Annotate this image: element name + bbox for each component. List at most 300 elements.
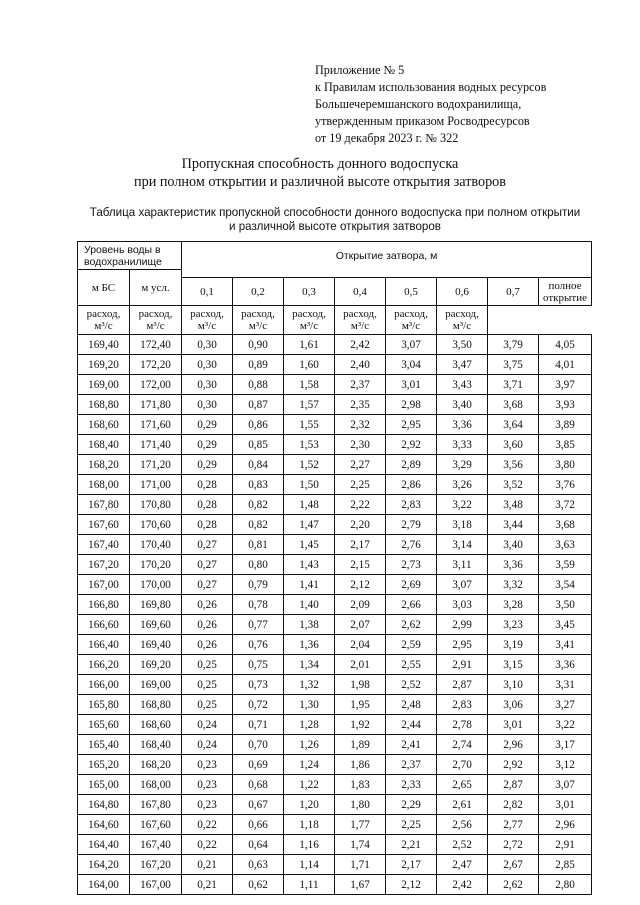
caption-line-2: и различной высоте открытия затворов <box>229 220 441 233</box>
discharge-cell: 2,29 <box>386 795 437 815</box>
discharge-cell: 2,95 <box>386 415 437 435</box>
discharge-cell: 3,45 <box>539 615 592 635</box>
level-mbs-cell: 169,40 <box>78 335 130 355</box>
discharge-cell: 1,77 <box>335 815 386 835</box>
level-mbs-cell: 164,00 <box>78 875 130 895</box>
discharge-cell: 3,64 <box>488 415 539 435</box>
discharge-cell: 2,99 <box>437 615 488 635</box>
discharge-cell: 3,89 <box>539 415 592 435</box>
level-musl-cell: 172,00 <box>130 375 182 395</box>
discharge-cell: 0,27 <box>182 535 233 555</box>
discharge-cell: 3,36 <box>539 655 592 675</box>
discharge-cell: 3,03 <box>437 595 488 615</box>
discharge-cell: 3,44 <box>488 515 539 535</box>
unit-header: расход, м³/с <box>386 306 437 335</box>
table-row <box>78 535 592 555</box>
discharge-cell: 0,82 <box>233 515 284 535</box>
discharge-cell: 3,68 <box>488 395 539 415</box>
opening-header: 0,5 <box>386 278 437 306</box>
discharge-cell: 1,50 <box>284 475 335 495</box>
discharge-cell: 2,69 <box>386 575 437 595</box>
discharge-cell: 2,62 <box>488 875 539 895</box>
discharge-cell: 2,66 <box>386 595 437 615</box>
discharge-cell: 2,09 <box>335 595 386 615</box>
level-musl-cell: 170,60 <box>130 515 182 535</box>
table-row <box>78 715 592 735</box>
discharge-cell: 3,85 <box>539 435 592 455</box>
title-line-2: при полном открытии и различной высоте открытия затворов <box>134 174 506 190</box>
unit-header: расход, м³/с <box>182 306 233 335</box>
discharge-cell: 0,89 <box>233 355 284 375</box>
discharge-cell: 0,23 <box>182 755 233 775</box>
discharge-cell: 0,24 <box>182 715 233 735</box>
level-musl-cell: 170,20 <box>130 555 182 575</box>
discharge-cell: 4,01 <box>539 355 592 375</box>
discharge-cell: 2,92 <box>488 755 539 775</box>
discharge-cell: 0,30 <box>182 375 233 395</box>
discharge-cell: 2,82 <box>488 795 539 815</box>
table-row <box>78 835 592 855</box>
discharge-cell: 1,45 <box>284 535 335 555</box>
discharge-cell: 2,12 <box>335 575 386 595</box>
discharge-cell: 3,15 <box>488 655 539 675</box>
discharge-cell: 2,61 <box>437 795 488 815</box>
discharge-cell: 3,07 <box>386 335 437 355</box>
discharge-cell: 0,78 <box>233 595 284 615</box>
discharge-cell: 3,23 <box>488 615 539 635</box>
discharge-cell: 0,26 <box>182 595 233 615</box>
unit-header: расход, м³/с <box>130 306 182 335</box>
col-header-musl: м усл. <box>130 270 182 306</box>
discharge-cell: 0,28 <box>182 475 233 495</box>
discharge-cell: 2,76 <box>386 535 437 555</box>
discharge-cell: 3,31 <box>539 675 592 695</box>
discharge-cell: 2,74 <box>437 735 488 755</box>
level-musl-cell: 168,80 <box>130 695 182 715</box>
discharge-cell: 2,25 <box>386 815 437 835</box>
table-row <box>78 355 592 375</box>
discharge-cell: 0,22 <box>182 835 233 855</box>
discharge-cell: 2,37 <box>386 755 437 775</box>
discharge-cell: 1,57 <box>284 395 335 415</box>
discharge-cell: 0,27 <box>182 575 233 595</box>
discharge-cell: 1,89 <box>335 735 386 755</box>
level-mbs-cell: 165,60 <box>78 715 130 735</box>
level-musl-cell: 167,20 <box>130 855 182 875</box>
discharge-cell: 2,17 <box>386 855 437 875</box>
discharge-cell: 3,27 <box>539 695 592 715</box>
discharge-cell: 2,48 <box>386 695 437 715</box>
discharge-cell: 3,97 <box>539 375 592 395</box>
level-musl-cell: 171,00 <box>130 475 182 495</box>
discharge-cell: 0,29 <box>182 435 233 455</box>
discharge-cell: 2,32 <box>335 415 386 435</box>
level-musl-cell: 168,40 <box>130 735 182 755</box>
discharge-cell: 2,87 <box>437 675 488 695</box>
level-mbs-cell: 165,40 <box>78 735 130 755</box>
level-musl-cell: 169,20 <box>130 655 182 675</box>
opening-header: 0,3 <box>284 278 335 306</box>
discharge-cell: 1,24 <box>284 755 335 775</box>
discharge-cell: 2,67 <box>488 855 539 875</box>
level-mbs-cell: 168,80 <box>78 395 130 415</box>
discharge-cell: 0,21 <box>182 855 233 875</box>
level-mbs-cell: 164,40 <box>78 835 130 855</box>
level-musl-cell: 168,20 <box>130 755 182 775</box>
level-musl-cell: 170,80 <box>130 495 182 515</box>
discharge-cell: 1,20 <box>284 795 335 815</box>
level-musl-cell: 167,60 <box>130 815 182 835</box>
table-row <box>78 875 592 895</box>
discharge-cell: 3,72 <box>539 495 592 515</box>
table-row <box>78 395 592 415</box>
level-mbs-cell: 166,40 <box>78 635 130 655</box>
discharge-cell: 3,32 <box>488 575 539 595</box>
level-mbs-cell: 164,80 <box>78 795 130 815</box>
discharge-cell: 0,85 <box>233 435 284 455</box>
discharge-cell: 2,80 <box>539 875 592 895</box>
discharge-cell: 0,83 <box>233 475 284 495</box>
discharge-cell: 2,83 <box>437 695 488 715</box>
appendix-date: от 19 декабря 2023 г. № 322 <box>315 131 459 145</box>
discharge-cell: 3,07 <box>437 575 488 595</box>
level-musl-cell: 172,40 <box>130 335 182 355</box>
discharge-cell: 2,79 <box>386 515 437 535</box>
level-mbs-cell: 166,80 <box>78 595 130 615</box>
discharge-cell: 1,53 <box>284 435 335 455</box>
level-mbs-cell: 167,20 <box>78 555 130 575</box>
discharge-cell: 3,19 <box>488 635 539 655</box>
discharge-cell: 2,83 <box>386 495 437 515</box>
opening-header: 0,4 <box>335 278 386 306</box>
discharge-cell: 1,83 <box>335 775 386 795</box>
discharge-cell: 0,72 <box>233 695 284 715</box>
table-row <box>78 435 592 455</box>
discharge-cell: 2,92 <box>386 435 437 455</box>
discharge-cell: 2,40 <box>335 355 386 375</box>
level-musl-cell: 171,20 <box>130 455 182 475</box>
discharge-cell: 1,36 <box>284 635 335 655</box>
discharge-cell: 1,74 <box>335 835 386 855</box>
level-mbs-cell: 165,80 <box>78 695 130 715</box>
discharge-cell: 3,75 <box>488 355 539 375</box>
discharge-cell: 2,37 <box>335 375 386 395</box>
discharge-cell: 2,27 <box>335 455 386 475</box>
discharge-cell: 3,63 <box>539 535 592 555</box>
appendix-rules: к Правилам использования водных ресурсов <box>315 80 547 94</box>
discharge-cell: 1,80 <box>335 795 386 815</box>
discharge-cell: 0,23 <box>182 775 233 795</box>
table-row <box>78 575 592 595</box>
level-mbs-cell: 169,20 <box>78 355 130 375</box>
table-row <box>78 855 592 875</box>
discharge-cell: 2,33 <box>386 775 437 795</box>
table-row <box>78 335 592 355</box>
discharge-cell: 3,10 <box>488 675 539 695</box>
table-row <box>78 775 592 795</box>
level-mbs-cell: 164,60 <box>78 815 130 835</box>
discharge-cell: 1,67 <box>335 875 386 895</box>
discharge-cell: 3,28 <box>488 595 539 615</box>
title-line-1: Пропускная способность донного водоспуска <box>181 156 459 172</box>
table-row <box>78 455 592 475</box>
opening-header: 0,6 <box>437 278 488 306</box>
table-row <box>78 795 592 815</box>
discharge-cell: 3,04 <box>386 355 437 375</box>
discharge-cell: 3,54 <box>539 575 592 595</box>
discharge-cell: 2,87 <box>488 775 539 795</box>
discharge-cell: 2,52 <box>386 675 437 695</box>
discharge-cell: 2,30 <box>335 435 386 455</box>
discharge-cell: 0,71 <box>233 715 284 735</box>
discharge-cell: 0,64 <box>233 835 284 855</box>
discharge-cell: 1,41 <box>284 575 335 595</box>
level-mbs-cell: 168,20 <box>78 455 130 475</box>
table-row <box>78 555 592 575</box>
discharge-cell: 3,68 <box>539 515 592 535</box>
discharge-cell: 1,34 <box>284 655 335 675</box>
discharge-cell: 2,20 <box>335 515 386 535</box>
table-row <box>78 735 592 755</box>
discharge-cell: 1,11 <box>284 875 335 895</box>
discharge-cell: 2,59 <box>386 635 437 655</box>
discharge-cell: 3,29 <box>437 455 488 475</box>
gate-opening-header: Открытие затвора, м <box>182 242 592 278</box>
level-musl-cell: 167,40 <box>130 835 182 855</box>
discharge-cell: 1,43 <box>284 555 335 575</box>
discharge-table <box>77 241 592 895</box>
discharge-cell: 1,18 <box>284 815 335 835</box>
discharge-cell: 3,76 <box>539 475 592 495</box>
discharge-cell: 0,28 <box>182 495 233 515</box>
discharge-cell: 1,40 <box>284 595 335 615</box>
discharge-cell: 0,25 <box>182 655 233 675</box>
discharge-cell: 2,15 <box>335 555 386 575</box>
level-mbs-cell: 168,60 <box>78 415 130 435</box>
discharge-cell: 1,71 <box>335 855 386 875</box>
table-row <box>78 615 592 635</box>
discharge-cell: 0,76 <box>233 635 284 655</box>
level-musl-cell: 172,20 <box>130 355 182 375</box>
discharge-cell: 3,48 <box>488 495 539 515</box>
caption-line-1: Таблица характеристик пропускной способности донного водоспуска при полном открытии <box>89 206 581 219</box>
table-caption <box>40 206 630 234</box>
discharge-cell: 2,44 <box>386 715 437 735</box>
unit-header: расход, м³/с <box>437 306 488 335</box>
discharge-cell: 3,22 <box>539 715 592 735</box>
discharge-cell: 0,23 <box>182 795 233 815</box>
discharge-cell: 1,26 <box>284 735 335 755</box>
discharge-cell: 0,69 <box>233 755 284 775</box>
table-row <box>78 495 592 515</box>
level-musl-cell: 168,60 <box>130 715 182 735</box>
discharge-cell: 2,47 <box>437 855 488 875</box>
level-musl-cell: 169,00 <box>130 675 182 695</box>
discharge-cell: 3,50 <box>437 335 488 355</box>
discharge-cell: 2,07 <box>335 615 386 635</box>
discharge-cell: 0,25 <box>182 695 233 715</box>
discharge-cell: 2,70 <box>437 755 488 775</box>
discharge-cell: 1,52 <box>284 455 335 475</box>
level-musl-cell: 171,40 <box>130 435 182 455</box>
discharge-cell: 2,12 <box>386 875 437 895</box>
level-musl-cell: 169,60 <box>130 615 182 635</box>
level-mbs-cell: 165,20 <box>78 755 130 775</box>
discharge-cell: 3,47 <box>437 355 488 375</box>
discharge-cell: 1,60 <box>284 355 335 375</box>
level-musl-cell: 167,80 <box>130 795 182 815</box>
discharge-cell: 0,21 <box>182 875 233 895</box>
level-mbs-cell: 168,40 <box>78 435 130 455</box>
discharge-cell: 0,79 <box>233 575 284 595</box>
table-row <box>78 375 592 395</box>
discharge-cell: 2,17 <box>335 535 386 555</box>
appendix-block <box>315 62 546 147</box>
discharge-cell: 2,95 <box>437 635 488 655</box>
level-mbs-cell: 167,60 <box>78 515 130 535</box>
discharge-cell: 3,60 <box>488 435 539 455</box>
discharge-cell: 3,36 <box>437 415 488 435</box>
discharge-cell: 2,98 <box>386 395 437 415</box>
discharge-cell: 0,87 <box>233 395 284 415</box>
table-row <box>78 815 592 835</box>
level-mbs-cell: 166,20 <box>78 655 130 675</box>
discharge-cell: 2,56 <box>437 815 488 835</box>
table-row <box>78 475 592 495</box>
appendix-approved-by: утвержденным приказом Росводресурсов <box>315 114 530 128</box>
discharge-cell: 3,52 <box>488 475 539 495</box>
discharge-cell: 2,35 <box>335 395 386 415</box>
discharge-cell: 2,91 <box>437 655 488 675</box>
discharge-cell: 2,73 <box>386 555 437 575</box>
discharge-cell: 2,25 <box>335 475 386 495</box>
discharge-cell: 0,68 <box>233 775 284 795</box>
discharge-cell: 3,12 <box>539 755 592 775</box>
table-row <box>78 655 592 675</box>
discharge-cell: 0,82 <box>233 495 284 515</box>
discharge-cell: 1,55 <box>284 415 335 435</box>
table-row <box>78 515 592 535</box>
discharge-cell: 3,40 <box>437 395 488 415</box>
appendix-number: Приложение № 5 <box>315 63 405 77</box>
level-mbs-cell: 164,20 <box>78 855 130 875</box>
document-title <box>0 155 640 191</box>
discharge-cell: 1,98 <box>335 675 386 695</box>
discharge-cell: 0,22 <box>182 815 233 835</box>
discharge-cell: 2,72 <box>488 835 539 855</box>
discharge-cell: 2,96 <box>539 815 592 835</box>
discharge-cell: 3,59 <box>539 555 592 575</box>
discharge-cell: 3,71 <box>488 375 539 395</box>
discharge-cell: 2,41 <box>386 735 437 755</box>
discharge-cell: 0,30 <box>182 395 233 415</box>
discharge-cell: 2,89 <box>386 455 437 475</box>
level-musl-cell: 167,00 <box>130 875 182 895</box>
discharge-cell: 0,30 <box>182 335 233 355</box>
discharge-cell: 1,22 <box>284 775 335 795</box>
level-musl-cell: 169,80 <box>130 595 182 615</box>
table-row <box>78 675 592 695</box>
discharge-cell: 0,67 <box>233 795 284 815</box>
discharge-cell: 3,14 <box>437 535 488 555</box>
discharge-cell: 0,26 <box>182 615 233 635</box>
discharge-cell: 1,92 <box>335 715 386 735</box>
opening-header: 0,7 <box>488 278 539 306</box>
discharge-cell: 2,77 <box>488 815 539 835</box>
discharge-cell: 3,01 <box>386 375 437 395</box>
discharge-cell: 3,17 <box>539 735 592 755</box>
discharge-cell: 0,73 <box>233 675 284 695</box>
discharge-cell: 2,91 <box>539 835 592 855</box>
discharge-cell: 3,01 <box>488 715 539 735</box>
discharge-cell: 0,25 <box>182 675 233 695</box>
discharge-cell: 3,93 <box>539 395 592 415</box>
discharge-cell: 3,80 <box>539 455 592 475</box>
col-header-mbs: м БС <box>78 270 130 306</box>
discharge-cell: 3,01 <box>539 795 592 815</box>
unit-header: расход, м³/с <box>284 306 335 335</box>
discharge-cell: 3,41 <box>539 635 592 655</box>
unit-header: расход, м³/с <box>78 306 130 335</box>
discharge-cell: 0,62 <box>233 875 284 895</box>
discharge-cell: 3,36 <box>488 555 539 575</box>
discharge-cell: 2,85 <box>539 855 592 875</box>
discharge-cell: 2,42 <box>437 875 488 895</box>
discharge-cell: 0,84 <box>233 455 284 475</box>
discharge-cell: 1,28 <box>284 715 335 735</box>
level-mbs-cell: 165,00 <box>78 775 130 795</box>
opening-header: 0,2 <box>233 278 284 306</box>
discharge-cell: 3,40 <box>488 535 539 555</box>
discharge-cell: 2,96 <box>488 735 539 755</box>
discharge-cell: 1,47 <box>284 515 335 535</box>
opening-header: 0,1 <box>182 278 233 306</box>
discharge-cell: 3,33 <box>437 435 488 455</box>
discharge-cell: 0,29 <box>182 415 233 435</box>
discharge-cell: 3,50 <box>539 595 592 615</box>
discharge-cell: 0,90 <box>233 335 284 355</box>
discharge-cell: 2,78 <box>437 715 488 735</box>
level-musl-cell: 168,00 <box>130 775 182 795</box>
discharge-cell: 0,24 <box>182 735 233 755</box>
discharge-cell: 4,05 <box>539 335 592 355</box>
discharge-cell: 0,66 <box>233 815 284 835</box>
unit-header: расход, м³/с <box>335 306 386 335</box>
discharge-cell: 3,11 <box>437 555 488 575</box>
discharge-cell: 1,58 <box>284 375 335 395</box>
discharge-cell: 2,42 <box>335 335 386 355</box>
appendix-reservoir: Большечеремшанского водохранилища, <box>315 97 522 111</box>
discharge-cell: 2,55 <box>386 655 437 675</box>
level-musl-cell: 170,40 <box>130 535 182 555</box>
discharge-cell: 2,86 <box>386 475 437 495</box>
discharge-cell: 3,43 <box>437 375 488 395</box>
level-mbs-cell: 169,00 <box>78 375 130 395</box>
discharge-cell: 2,62 <box>386 615 437 635</box>
discharge-cell: 0,30 <box>182 355 233 375</box>
discharge-cell: 3,79 <box>488 335 539 355</box>
unit-header: расход, м³/с <box>233 306 284 335</box>
discharge-cell: 3,56 <box>488 455 539 475</box>
level-mbs-cell: 167,80 <box>78 495 130 515</box>
level-musl-cell: 171,60 <box>130 415 182 435</box>
discharge-cell: 0,27 <box>182 555 233 575</box>
discharge-cell: 3,26 <box>437 475 488 495</box>
discharge-cell: 1,38 <box>284 615 335 635</box>
discharge-cell: 3,07 <box>539 775 592 795</box>
discharge-cell: 2,21 <box>386 835 437 855</box>
table-row <box>78 635 592 655</box>
